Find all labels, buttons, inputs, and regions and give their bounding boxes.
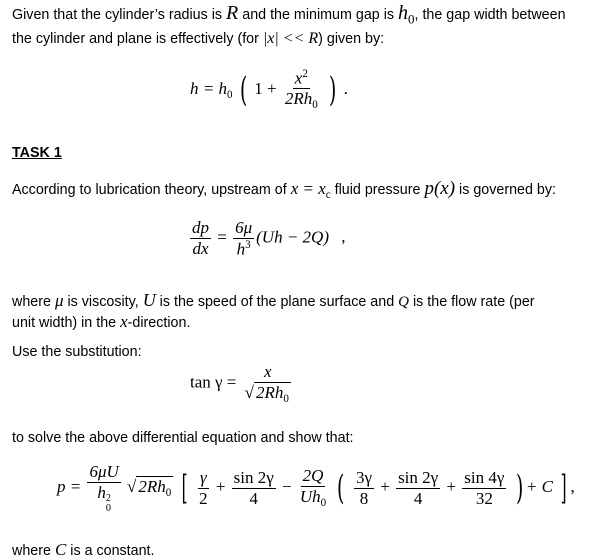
radicand: [254, 382, 291, 405]
where-line-3: [12, 540, 155, 560]
equation-gap: [190, 68, 348, 112]
sqrt: √ $2Rh_0$: [244, 382, 289, 405]
text: According to lubrication theory, upstream of: [12, 182, 287, 198]
den: 32: [475, 488, 493, 508]
U: U: [142, 290, 156, 310]
paren-open: (: [239, 69, 248, 110]
sin2g-over-4-inner: [396, 468, 440, 508]
den: dx: [192, 238, 209, 258]
text: fluid pressure: [334, 182, 421, 198]
text: , the gap width between: [414, 7, 566, 23]
sub: c: [325, 188, 331, 201]
sub: 0: [408, 11, 415, 27]
den: 2Rh: [284, 89, 313, 109]
text: is viscosity,: [67, 294, 139, 310]
sub: 0: [105, 502, 111, 514]
task-heading: TASK 1: [12, 145, 62, 161]
cond-math: [290, 179, 331, 201]
den: [235, 239, 253, 259]
sup: 2: [302, 68, 308, 80]
x: x: [294, 68, 303, 88]
condition-math: |x| << R: [262, 30, 319, 47]
num: dp: [192, 218, 209, 238]
sin2g-over-4: [232, 468, 276, 508]
plus: +: [215, 476, 226, 496]
text: is governed by:: [459, 182, 556, 198]
paren-close: ): [329, 69, 337, 110]
comma: ,: [341, 227, 346, 247]
paren-open: (: [337, 468, 345, 508]
den: 4: [413, 488, 423, 508]
h: h: [398, 2, 409, 24]
sub: 0: [226, 88, 233, 101]
var-h0: [398, 2, 415, 27]
3g-over-8: [354, 468, 374, 508]
num: sin 2γ: [233, 467, 274, 487]
text: where: [12, 294, 51, 310]
gamma-over-2: [197, 468, 210, 508]
equation-solution: [57, 462, 575, 514]
radicand: [136, 476, 173, 499]
paren-close: ): [515, 468, 523, 508]
sub: 0: [320, 496, 327, 509]
one-plus: 1 +: [254, 78, 277, 98]
num: 6μU: [89, 462, 119, 481]
Uh: Uh: [299, 487, 321, 506]
text: ) given by:: [318, 31, 385, 47]
intro-line-1: [12, 2, 566, 28]
plus: +: [380, 476, 390, 496]
substitution-fraction: [243, 362, 293, 405]
Q: Q: [398, 294, 409, 310]
den: [95, 483, 113, 514]
px-math: p(x): [424, 178, 456, 199]
text: Given that the cylinder’s radius is: [12, 7, 223, 23]
sup: 3: [245, 238, 251, 251]
num: sin 2γ: [398, 467, 439, 487]
rhs: (Uh − 2Q): [256, 227, 329, 247]
den: [298, 487, 328, 510]
sub: 0: [283, 392, 289, 405]
text: is the flow rate (per: [412, 294, 535, 310]
equation-reynolds: [188, 218, 346, 259]
plus: +: [446, 476, 457, 496]
num: 2Q: [302, 466, 324, 486]
sqrt-2Rh0: √ $2Rh_0$: [127, 477, 172, 499]
solve-line: to solve the above differential equation and show that:: [12, 430, 354, 446]
num: x: [263, 362, 272, 381]
x: x = x: [290, 179, 326, 198]
plus-C: + C: [525, 476, 553, 496]
h: h: [236, 239, 246, 259]
num: 3γ: [355, 467, 372, 487]
h: h: [97, 482, 106, 502]
den: 2Rh: [255, 382, 284, 402]
num: 6μ: [235, 218, 253, 237]
equals: =: [217, 227, 227, 247]
equation-substitution: [190, 362, 295, 405]
dp-dx: [190, 218, 211, 258]
gap-lhs: [190, 78, 233, 101]
x: x: [120, 312, 128, 331]
text: where: [12, 543, 51, 559]
where-line-2: [12, 312, 190, 332]
bracket-close: ]: [560, 468, 567, 508]
num: γ: [199, 467, 207, 487]
den: 4: [249, 488, 258, 508]
text: is a constant.: [70, 543, 155, 559]
denominator: [283, 89, 320, 112]
tan-gamma: tan γ =: [190, 372, 237, 392]
sin4g-over-32: [462, 468, 506, 508]
p-equals: p =: [57, 476, 82, 496]
six-mu-U-over-h0sq: [87, 462, 120, 514]
text: -direction.: [127, 315, 191, 331]
comma: ,: [570, 476, 575, 496]
text: and the minimum gap is: [242, 7, 395, 23]
intro-line-2: [12, 30, 384, 48]
sub: 0: [165, 486, 172, 499]
text: is the speed of the plane surface and: [159, 294, 395, 310]
text: the cylinder and plane is effectively (for: [12, 31, 259, 47]
C: C: [54, 540, 67, 559]
den: 2: [199, 488, 208, 508]
gap-fraction: [283, 68, 320, 112]
num: sin 4γ: [464, 467, 505, 487]
text: unit width) in the: [12, 315, 117, 331]
rad: 2Rh: [138, 477, 166, 497]
mu: μ: [54, 291, 64, 310]
six-mu-over-h3: [233, 218, 254, 259]
bracket-open: [: [181, 468, 188, 508]
lhs: h = h: [190, 78, 227, 98]
sqrt-den: [243, 383, 293, 406]
2Q-over-Uh0: [298, 466, 328, 509]
var-R: R: [226, 2, 239, 24]
lubrication-line: [12, 178, 556, 201]
den: 8: [359, 488, 369, 508]
minus: −: [282, 476, 292, 496]
use-substitution: Use the substitution:: [12, 344, 142, 360]
where-line-1: [12, 290, 535, 311]
period: .: [343, 78, 348, 98]
sup: 2: [105, 492, 111, 504]
sub: 0: [312, 99, 318, 112]
numerator: [293, 68, 310, 89]
